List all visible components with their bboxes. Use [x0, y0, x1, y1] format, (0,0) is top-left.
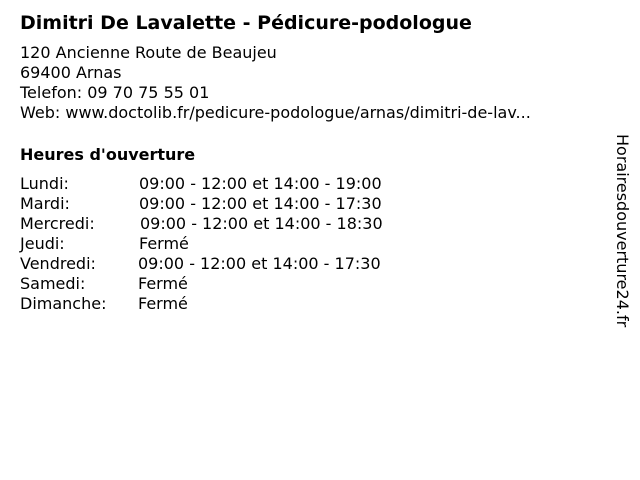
day-label: Mardi: — [20, 194, 70, 213]
opening-hours-heading: Heures d'ouverture — [20, 145, 196, 164]
site-watermark: Horairesdouverture24.fr — [613, 134, 632, 328]
time-value: 09:00 - 12:00 et 14:00 - 18:30 — [140, 214, 383, 233]
day-label: Lundi: — [20, 174, 69, 193]
time-value: Fermé — [138, 294, 188, 313]
time-value: 09:00 - 12:00 et 14:00 - 17:30 — [138, 254, 381, 273]
contact-block — [20, 43, 531, 123]
address-city: 69400 Arnas — [20, 63, 122, 82]
time-value: Fermé — [138, 274, 188, 293]
phone-number: Telefon: 09 70 75 55 01 — [20, 83, 210, 102]
time-value: 09:00 - 12:00 et 14:00 - 19:00 — [139, 174, 382, 193]
day-label: Vendredi: — [20, 254, 96, 273]
website-url: Web: www.doctolib.fr/pedicure-podologue/arnas/dimitri-de-lav... — [20, 103, 531, 122]
address-street: 120 Ancienne Route de Beaujeu — [20, 43, 277, 62]
day-label: Jeudi: — [20, 234, 65, 253]
day-label: Samedi: — [20, 274, 86, 293]
day-label: Dimanche: — [20, 294, 107, 313]
day-label: Mercredi: — [20, 214, 95, 233]
time-value: 09:00 - 12:00 et 14:00 - 17:30 — [139, 194, 382, 213]
page-title: Dimitri De Lavalette - Pédicure-podologue — [20, 12, 472, 34]
time-value: Fermé — [139, 234, 189, 253]
